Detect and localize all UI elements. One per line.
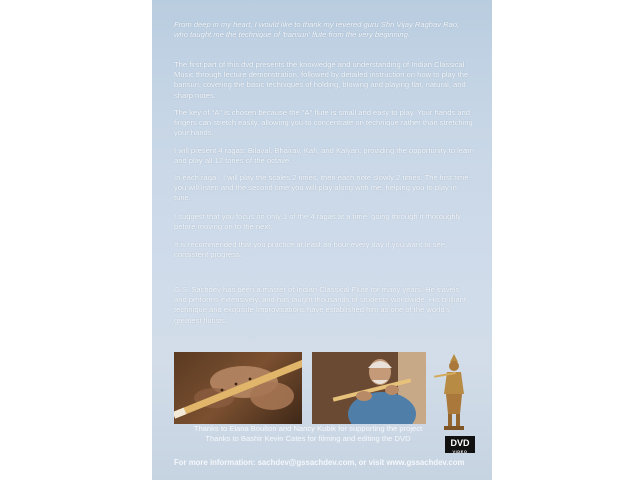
credits-block — [168, 424, 448, 443]
dvd-logo-text: DVD — [450, 438, 470, 448]
each-raga-paragraph: In each raga - I will play the scales 2 times, then each note slowly 2 times. The first time you will listen and the second time you will play along with me, helping you to play in tune. — [174, 173, 469, 203]
intro-paragraph: The first part of this dvd presents the knowledge and understanding of Indian Classical Music through lecture demonstration, followed by detailed instruction on how to play the bansuri, covering the basic techniques of holding, blowing and playing flat, natural, and sharp notes. — [174, 60, 469, 100]
statue-illustration — [434, 352, 474, 432]
dvd-back-cover — [152, 0, 492, 480]
hands-flute-photo — [174, 352, 302, 424]
dvd-logo — [445, 436, 475, 453]
credits-line-2: Thanks to Bashir Kevin Cates for filming and editing the DVD — [205, 433, 411, 443]
suggest-paragraph: I suggest that you focus on only 1 of the 4 ragas at a time, going through it thoroughly before moving on to the next. — [174, 212, 462, 232]
flutist-illustration — [312, 352, 426, 424]
key-paragraph: The key of "A" is chosen because the "A" flute is small and easy to play. Your hands and fingers can stretch easily, allowing you to concentrate on technique rather than stretching your hands. — [174, 108, 473, 138]
hands-flute-illustration — [174, 352, 302, 424]
dvd-logo-sub: VIDEO — [452, 449, 468, 454]
krishna-statue-image — [434, 352, 474, 432]
ragas-paragraph: I will present 4 ragas: Bilaval, Bhairav, Kafi, and Kalyan, providing the opportunity to learn and play all 12 tones of the octave. — [174, 146, 474, 166]
practice-paragraph: It is recommended that you practice at least an hour every day if you want to see consistent progress. — [174, 240, 445, 260]
contact-info: For more information: sachdev@gssachdev.com, or visit www.gssachdev.com — [174, 458, 465, 467]
credits-line-1: Thanks to Elana Boulton and Nancy Kubik for supporting the project — [193, 424, 423, 433]
thanks-paragraph: From deep in my heart, I would like to thank my revered guru Shri Vijay Raghav Rao, who taught me the technique of 'bansuri' flute from the very beginning. — [174, 20, 460, 40]
bio-paragraph: G.S. Sachdev has been a master of Indian Classical Flute for many years. He travels and performs extensively, and has taught thousands of students worldwide. His brilliant technique and exquisite Improvisations have established him as one of the world's greatest flutists. — [174, 285, 466, 325]
flutist-portrait-photo — [312, 352, 426, 424]
